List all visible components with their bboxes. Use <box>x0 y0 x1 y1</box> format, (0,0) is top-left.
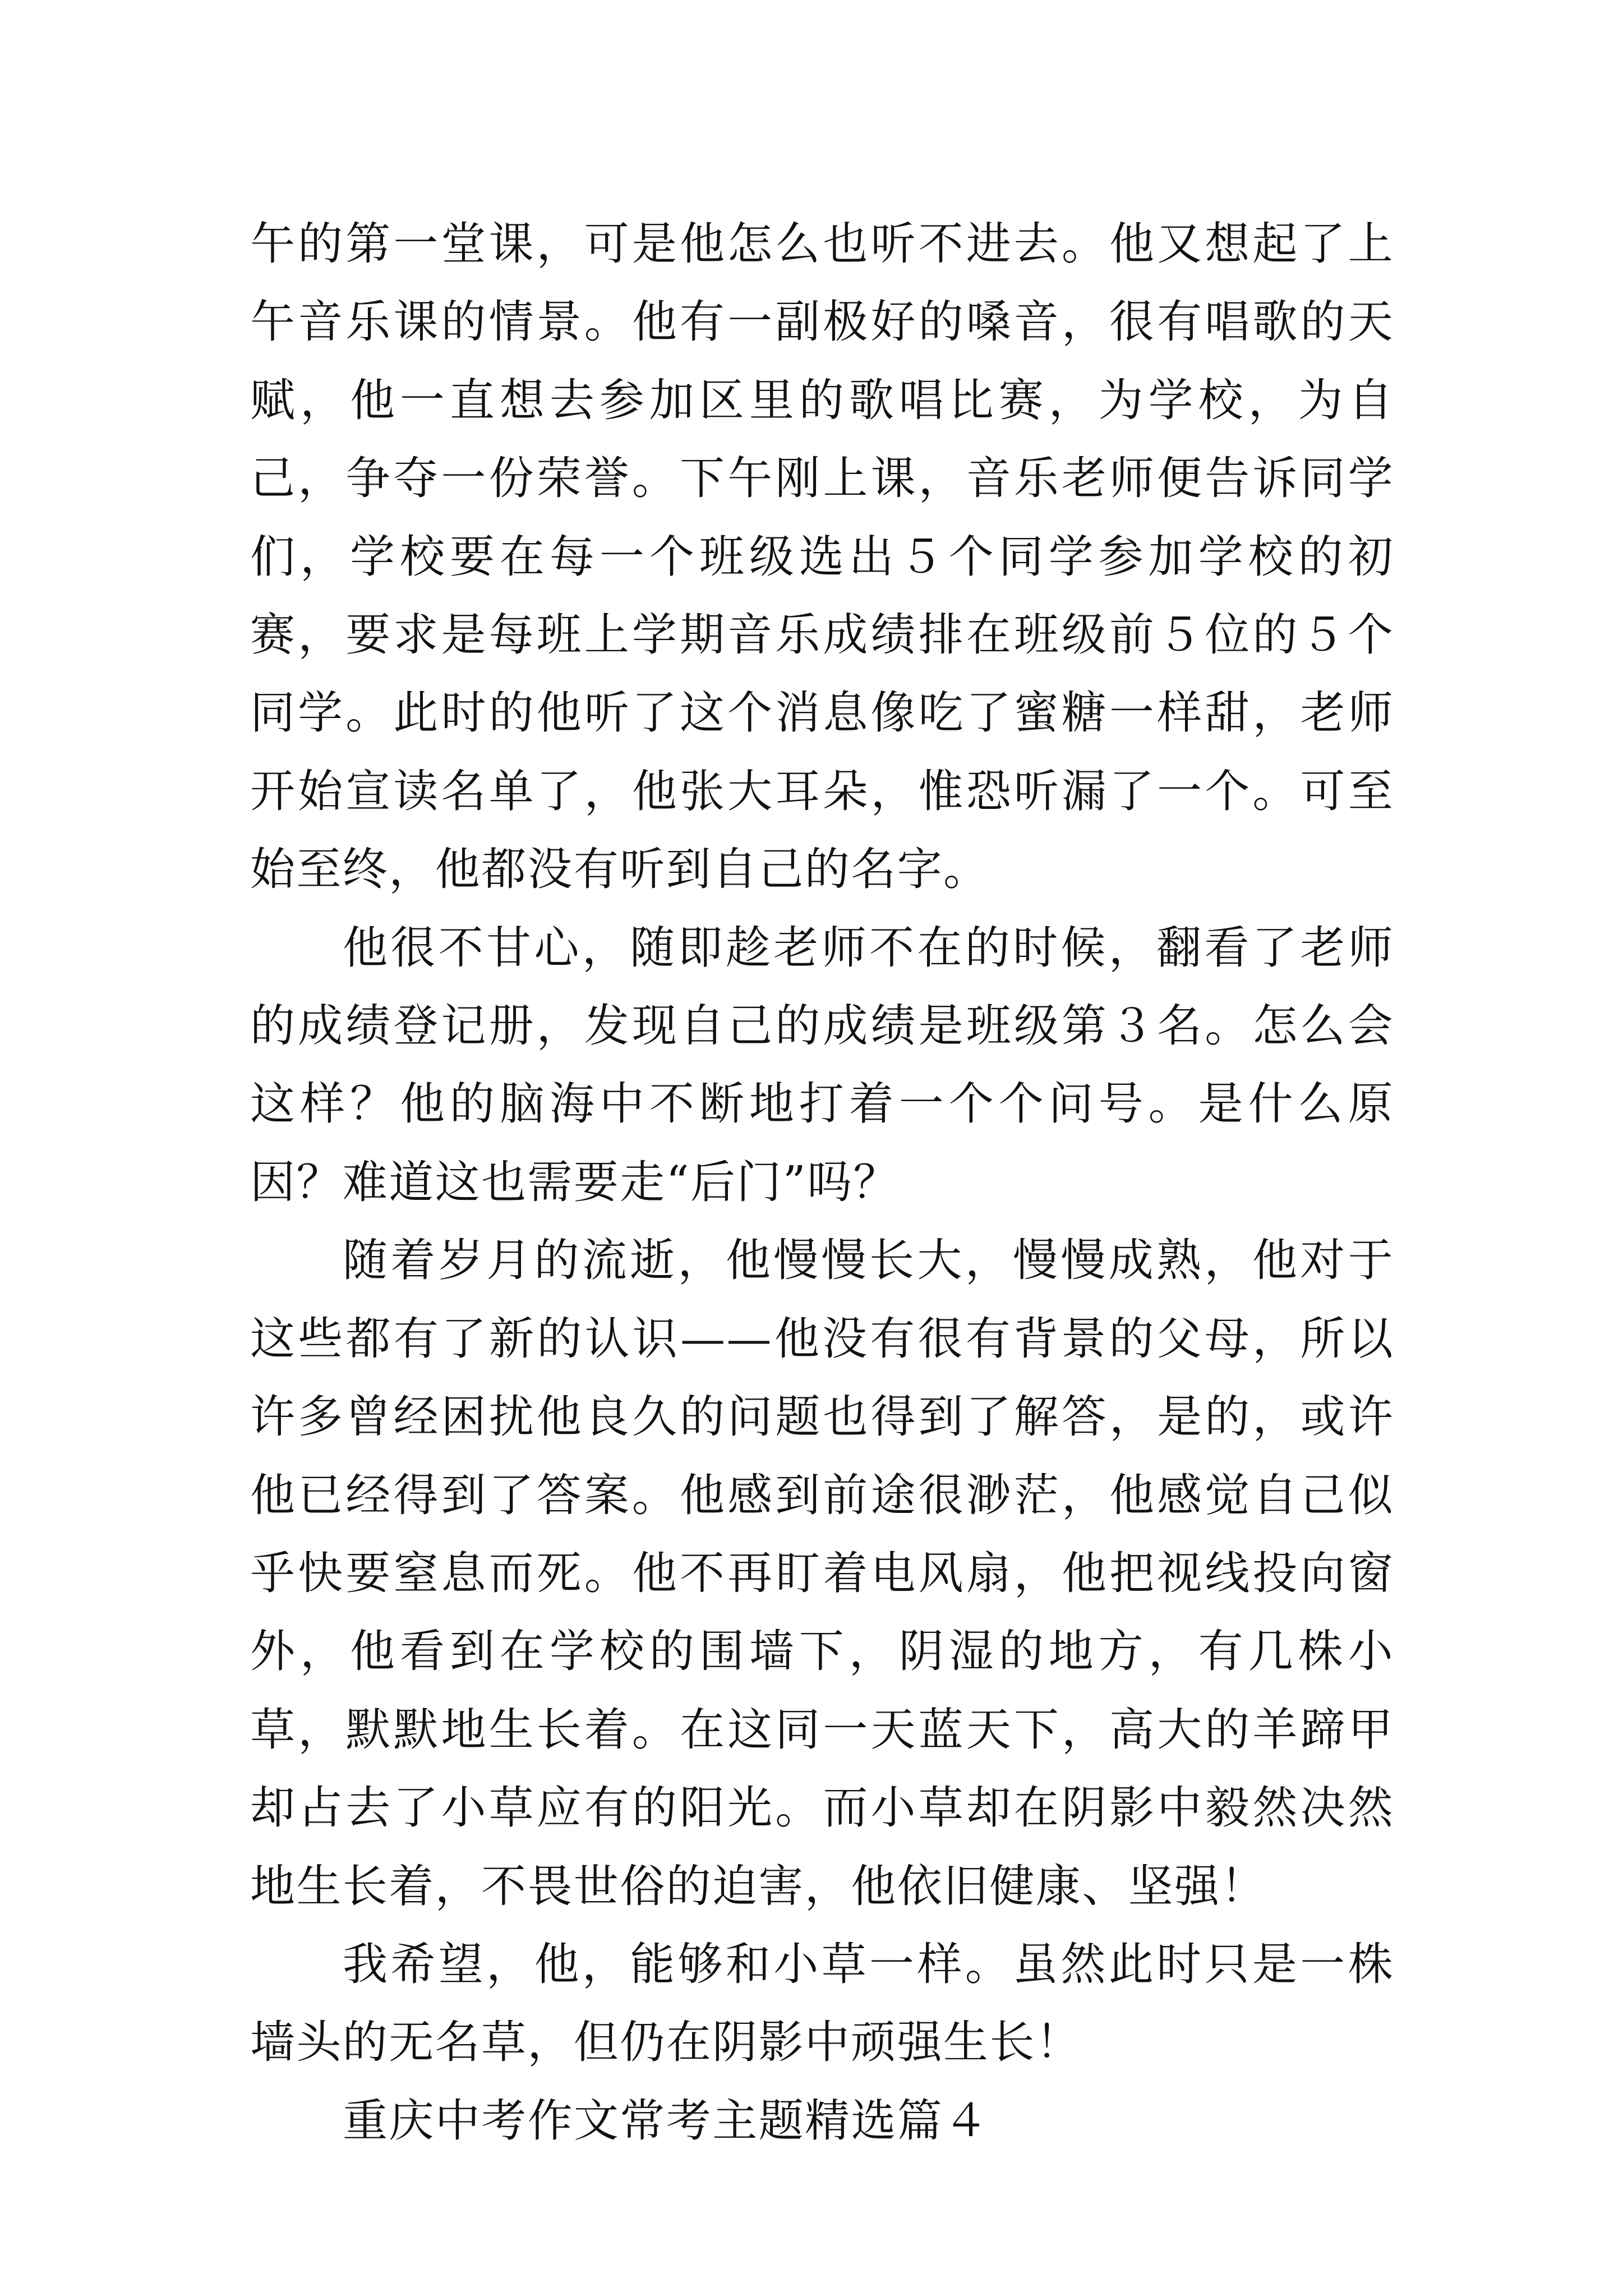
document-body <box>250 205 1394 2160</box>
paragraph-1: 午的第一堂课，可是他怎么也听不进去。他又想起了上午音乐课的情景。他有一副极好的嗓音，很有唱歌的天赋，他一直想去参加区里的歌唱比赛，为学校，为自己，争夺一份荣誉。下午刚上课，音乐老师便告诉同学们，学校要在每一个班级选出５个同学参加学校的初赛，要求是每班上学期音乐成绩排在班级前５位的５个同学。此时的他听了这个消息像吃了蜜糖一样甜，老师开始宣读名单了，他张大耳朵，惟恐听漏了一个。可至始至终，他都没有听到自己的名字。 <box>250 218 1394 896</box>
paragraph-3: 随着岁月的流逝，他慢慢长大，慢慢成熟，他对于这些都有了新的认识——他没有很有背景的父母，所以许多曾经困扰他良久的问题也得到了解答，是的，或许他已经得到了答案。他感到前途很渺茫，他感觉自己似乎快要窒息而死。他不再盯着电风扇，他把视线投向窗外，他看到在学校的围墙下，阴湿的地方，有几株小草，默默地生长着。在这同一天蓝天下，高大的羊蹄甲却占去了小草应有的阳光。而小草却在阴影中毅然决然地生长着，不畏世俗的迫害，他依旧健康、坚强！ <box>250 1234 1394 1912</box>
paragraph-2: 他很不甘心，随即趁老师不在的时候，翻看了老师的成绩登记册，发现自己的成绩是班级第３名。怎么会这样？他的脑海中不断地打着一个个问号。是什么原因？难道这也需要走“后门”吗？ <box>250 921 1394 1208</box>
paragraph-4: 我希望，他，能够和小草一样。虽然此时只是一株墙头的无名草，但仍在阴影中顽强生长！ <box>250 1938 1394 2069</box>
section-heading: 重庆中考作文常考主题精选篇４ <box>343 2094 990 2147</box>
